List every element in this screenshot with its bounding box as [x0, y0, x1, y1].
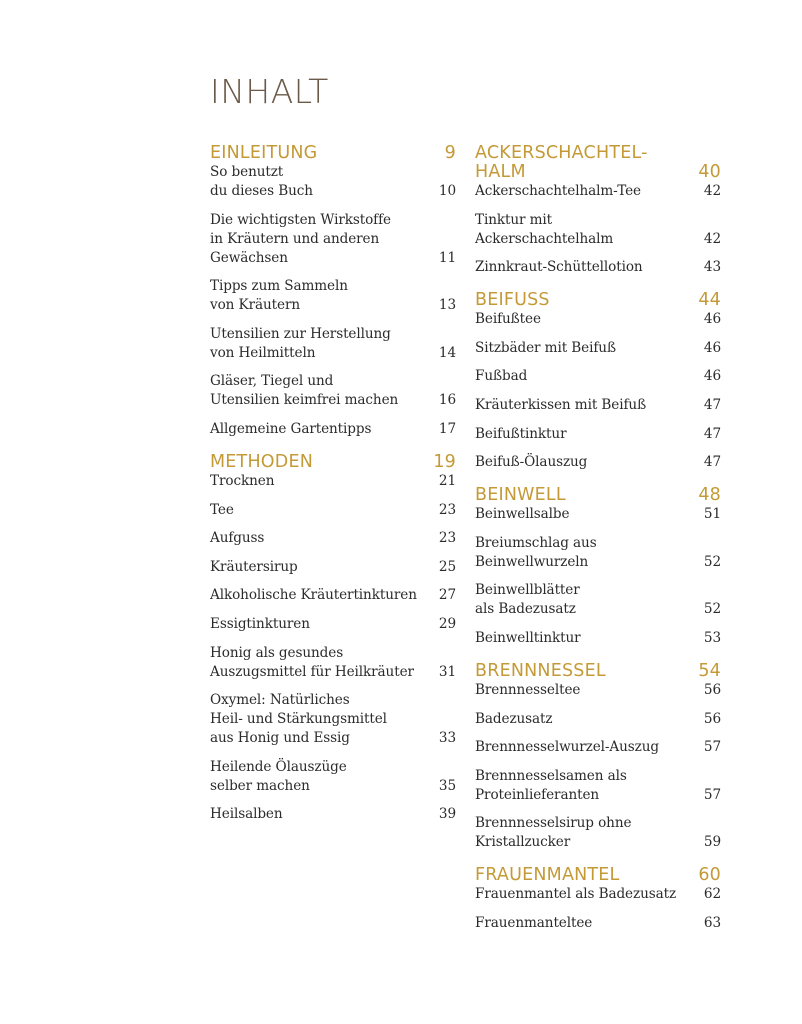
toc-entry-page-number: 14 — [438, 344, 456, 361]
toc-entry-line: Kräuterkissen mit Beifuß — [475, 396, 647, 413]
toc-entry-line: als Badezusatz — [475, 601, 576, 618]
toc-entry-line: Allgemeine Gartentipps — [210, 420, 372, 437]
toc-entry-title — [475, 629, 685, 648]
section-page-number: 40 — [698, 162, 721, 182]
toc-entry-page-number: 42 — [703, 183, 721, 199]
toc-column-left — [210, 144, 456, 838]
section-heading-title — [475, 662, 685, 681]
toc-entry-page-number: 23 — [438, 501, 456, 518]
toc-entry-line: Beinwellsalbe — [475, 506, 570, 523]
toc-entry-page-number: 51 — [703, 506, 721, 523]
section-heading[interactable] — [475, 144, 721, 182]
toc-entry-line: Ackerschachtelhalm-Tee — [475, 183, 641, 199]
toc-entry[interactable] — [475, 453, 721, 472]
toc-entry-title — [210, 558, 420, 577]
section-heading-title — [475, 486, 685, 505]
toc-entry-page-number: 17 — [438, 420, 456, 437]
section-page-number: 9 — [444, 143, 456, 163]
toc-entry-line: Tee — [210, 501, 234, 518]
toc-entry-line: Die wichtigsten Wirkstoffe — [210, 211, 391, 228]
toc-entry-title — [475, 396, 685, 415]
toc-entry-page-number: 56 — [703, 681, 721, 698]
toc-entry-line: Beifußtee — [475, 311, 541, 328]
toc-entry[interactable] — [475, 767, 721, 805]
toc-entry[interactable] — [475, 710, 721, 729]
toc-entry-page-number: 16 — [438, 392, 456, 409]
toc-entry-line: du dieses Buch — [210, 183, 313, 199]
toc-entry-line: Honig als gesundes — [210, 644, 344, 661]
toc-entry-page-number: 47 — [703, 454, 721, 471]
toc-entry-page-number: 62 — [703, 886, 721, 903]
section-page-number: 54 — [698, 660, 721, 681]
toc-entry-page-number: 10 — [438, 183, 456, 199]
toc-entry-title — [210, 277, 420, 315]
toc-entry-page-number: 57 — [703, 739, 721, 756]
toc-entry-line: Heilsalben — [210, 806, 283, 823]
toc-entry-page-number: 13 — [438, 297, 456, 314]
toc-entry-title — [210, 372, 420, 410]
section-heading[interactable] — [475, 662, 721, 681]
toc-entry-title — [475, 453, 685, 472]
toc-entry-line: Auszugsmittel für Heilkräuter — [210, 663, 414, 680]
toc-entry-page-number: 23 — [438, 530, 456, 547]
section-page-number: 44 — [698, 290, 721, 311]
toc-entry-title — [210, 615, 420, 634]
toc-entry[interactable] — [475, 738, 721, 757]
toc-entry-title — [475, 310, 685, 329]
toc-entry-page-number: 43 — [703, 259, 721, 276]
toc-entry-title — [475, 885, 685, 904]
toc-entry[interactable] — [210, 529, 456, 548]
toc-entry-line: Beifußtinktur — [475, 425, 567, 442]
toc-entry[interactable] — [475, 425, 721, 444]
toc-entry[interactable] — [475, 534, 721, 572]
toc-entry-line: selber machen — [210, 777, 310, 794]
toc-entry-line: Utensilien keimfrei machen — [210, 392, 399, 409]
section-heading-title — [210, 144, 420, 163]
toc-entry-title — [210, 501, 420, 520]
toc-entry-line: Oxymel: Natürliches — [210, 692, 350, 709]
toc-entry-line: Heilende Ölauszüge — [210, 758, 347, 775]
toc-entry-line: Zinnkraut-Schüttellotion — [475, 259, 643, 276]
toc-entry[interactable] — [475, 310, 721, 329]
section-heading-line: METHODEN — [210, 451, 314, 472]
section-heading[interactable] — [210, 144, 456, 163]
toc-entry-page-number: 21 — [438, 472, 456, 489]
page-title: INHALT — [210, 72, 329, 111]
toc-entry[interactable] — [210, 805, 456, 824]
section-heading-line: FRAUENMANTEL — [475, 865, 620, 886]
toc-entry-title — [475, 211, 685, 249]
toc-entry-title — [210, 529, 420, 548]
section-heading-title — [475, 866, 685, 885]
toc-entry-page-number: 57 — [703, 786, 721, 803]
toc-entry[interactable] — [475, 681, 721, 700]
toc-entry[interactable] — [210, 586, 456, 605]
section-heading[interactable] — [210, 453, 456, 472]
toc-entry-page-number: 46 — [703, 311, 721, 328]
section-page-number: 60 — [698, 865, 721, 886]
toc-entry-line: Badezusatz — [475, 710, 553, 727]
toc-section — [210, 453, 456, 824]
toc-entry-line: So benutzt — [210, 164, 284, 180]
toc-entry-page-number: 52 — [703, 553, 721, 570]
toc-entry-line: Alkoholische Kräutertinkturen — [210, 587, 417, 604]
toc-entry[interactable] — [475, 581, 721, 619]
toc-entry-page-number: 42 — [703, 230, 721, 247]
toc-entry-line: Beifuß-Ölauszug — [475, 454, 588, 471]
section-page-number: 48 — [698, 485, 721, 506]
toc-entry[interactable] — [210, 758, 456, 796]
toc-entry-line: Trocknen — [210, 472, 275, 489]
toc-entry[interactable] — [475, 339, 721, 358]
toc-entry-title — [210, 644, 420, 682]
toc-entry-title — [475, 534, 685, 572]
toc-entry-line: Brennnesselwurzel-Auszug — [475, 739, 659, 756]
toc-entry-line: von Heilmitteln — [210, 344, 316, 361]
toc-entry[interactable] — [475, 629, 721, 648]
toc-entry[interactable] — [475, 182, 721, 201]
toc-section — [475, 662, 721, 852]
toc-entry-title — [475, 814, 685, 852]
toc-entry[interactable] — [210, 615, 456, 634]
toc-entry-title — [210, 758, 420, 796]
toc-entry-line: Gläser, Tiegel und — [210, 373, 334, 390]
toc-entry-title — [475, 339, 685, 358]
section-heading-line: EINLEITUNG — [210, 143, 318, 163]
toc-entry-line: aus Honig und Essig — [210, 730, 350, 747]
toc-entry-line: Essigtinkturen — [210, 615, 310, 632]
toc-entry-title — [475, 767, 685, 805]
section-heading-line: ACKERSCHACHTEL- — [475, 143, 648, 163]
toc-entry-line: Sitzbäder mit Beifuß — [475, 339, 616, 356]
toc-entry-page-number: 27 — [438, 587, 456, 604]
toc-entry[interactable] — [210, 211, 456, 268]
toc-entry-title — [210, 325, 420, 363]
toc-entry-title — [210, 163, 420, 201]
toc-entry-title — [210, 472, 420, 491]
section-heading-title — [475, 144, 685, 182]
toc-entry-page-number: 31 — [438, 663, 456, 680]
toc-section — [475, 291, 721, 472]
toc-entry-line: Brennnesseltee — [475, 681, 581, 698]
toc-entry-line: Proteinlieferanten — [475, 786, 600, 803]
toc-entry[interactable] — [210, 372, 456, 410]
toc-entry-line: Tipps zum Sammeln — [210, 278, 348, 295]
toc-entry-title — [210, 420, 420, 439]
toc-entry[interactable] — [475, 211, 721, 249]
toc-entry[interactable] — [475, 914, 721, 933]
toc-entry-page-number: 52 — [703, 601, 721, 618]
section-heading-line: HALM — [475, 162, 526, 182]
toc-entry-title — [210, 691, 420, 748]
toc-entry-line: Frauenmantel als Badezusatz — [475, 886, 677, 903]
toc-entry-line: Fußbad — [475, 368, 528, 385]
toc-entry-line: Beinwelltinktur — [475, 629, 581, 646]
toc-entry[interactable] — [475, 258, 721, 277]
section-heading-line: BRENNNESSEL — [475, 660, 606, 681]
toc-entry-page-number: 56 — [703, 710, 721, 727]
toc-column-right — [475, 144, 721, 947]
section-page-number: 19 — [433, 451, 456, 472]
section-heading-title — [210, 453, 420, 472]
toc-entry-title — [475, 258, 685, 277]
toc-entry[interactable] — [210, 163, 456, 201]
toc-entry-page-number: 29 — [438, 615, 456, 632]
toc-entry-page-number: 47 — [703, 425, 721, 442]
toc-entry-title — [475, 367, 685, 386]
toc-entry-title — [475, 914, 685, 933]
toc-entry[interactable] — [210, 277, 456, 315]
toc-entry[interactable] — [475, 814, 721, 852]
toc-entry-line: Frauenmanteltee — [475, 914, 593, 931]
toc-section — [475, 144, 721, 277]
toc-entry-title — [210, 211, 420, 268]
toc-entry-page-number: 35 — [438, 777, 456, 794]
toc-entry-line: Utensilien zur Herstellung — [210, 325, 391, 342]
toc-entry-title — [210, 805, 420, 824]
toc-section — [475, 486, 721, 648]
toc-entry-line: Kristallzucker — [475, 834, 571, 851]
toc-entry[interactable] — [475, 885, 721, 904]
toc-entry-title — [475, 710, 685, 729]
toc-entry[interactable] — [475, 396, 721, 415]
toc-entry-line: in Kräutern und anderen — [210, 230, 380, 247]
toc-entry-line: Heil- und Stärkungsmittel — [210, 711, 387, 728]
toc-entry-title — [475, 738, 685, 757]
toc-entry-page-number: 25 — [438, 558, 456, 575]
toc-entry-line: von Kräutern — [210, 297, 301, 314]
toc-entry-title — [475, 581, 685, 619]
toc-entry-page-number: 11 — [438, 249, 456, 266]
toc-entry-line: Brennnesselsamen als — [475, 767, 627, 784]
toc-entry[interactable] — [475, 367, 721, 386]
toc-entry-page-number: 47 — [703, 396, 721, 413]
toc-entry-title — [475, 182, 685, 201]
toc-entry-page-number: 39 — [438, 806, 456, 823]
toc-entry-page-number: 59 — [703, 834, 721, 851]
section-heading-line: BEIFUSS — [475, 290, 550, 311]
toc-entry[interactable] — [210, 472, 456, 491]
toc-section — [210, 144, 456, 439]
toc-entry[interactable] — [210, 558, 456, 577]
toc-entry-page-number: 46 — [703, 339, 721, 356]
section-heading-line: BEINWELL — [475, 485, 566, 506]
toc-entry-line: Aufguss — [210, 530, 265, 547]
toc-entry[interactable] — [210, 691, 456, 748]
toc-entry-title — [210, 586, 420, 605]
toc-entry-page-number: 63 — [703, 914, 721, 931]
section-heading[interactable] — [475, 486, 721, 505]
toc-entry[interactable] — [210, 325, 456, 363]
toc-entry-page-number: 53 — [703, 629, 721, 646]
section-heading[interactable] — [475, 291, 721, 310]
toc-entry[interactable] — [210, 420, 456, 439]
toc-entry[interactable] — [210, 644, 456, 682]
toc-entry[interactable] — [475, 505, 721, 524]
toc-entry-line: Kräutersirup — [210, 558, 298, 575]
toc-entry-title — [475, 425, 685, 444]
toc-entry-page-number: 46 — [703, 368, 721, 385]
toc-entry-title — [475, 505, 685, 524]
section-heading-title — [475, 291, 685, 310]
toc-entry-line: Tinktur mit Ackerschachtelhalm — [475, 211, 614, 247]
toc-entry-line: Gewächsen — [210, 249, 288, 266]
toc-entry-line: Beinwellblätter — [475, 582, 580, 599]
toc-entry[interactable] — [210, 501, 456, 520]
toc-entry-title — [475, 681, 685, 700]
toc-entry-line: Brennnesselsirup ohne — [475, 815, 632, 832]
toc-entry-page-number: 33 — [438, 730, 456, 747]
section-heading[interactable] — [475, 866, 721, 885]
toc-section — [475, 866, 721, 933]
toc-entry-line: Breiumschlag aus — [475, 534, 597, 551]
toc-entry-line: Beinwellwurzeln — [475, 553, 589, 570]
